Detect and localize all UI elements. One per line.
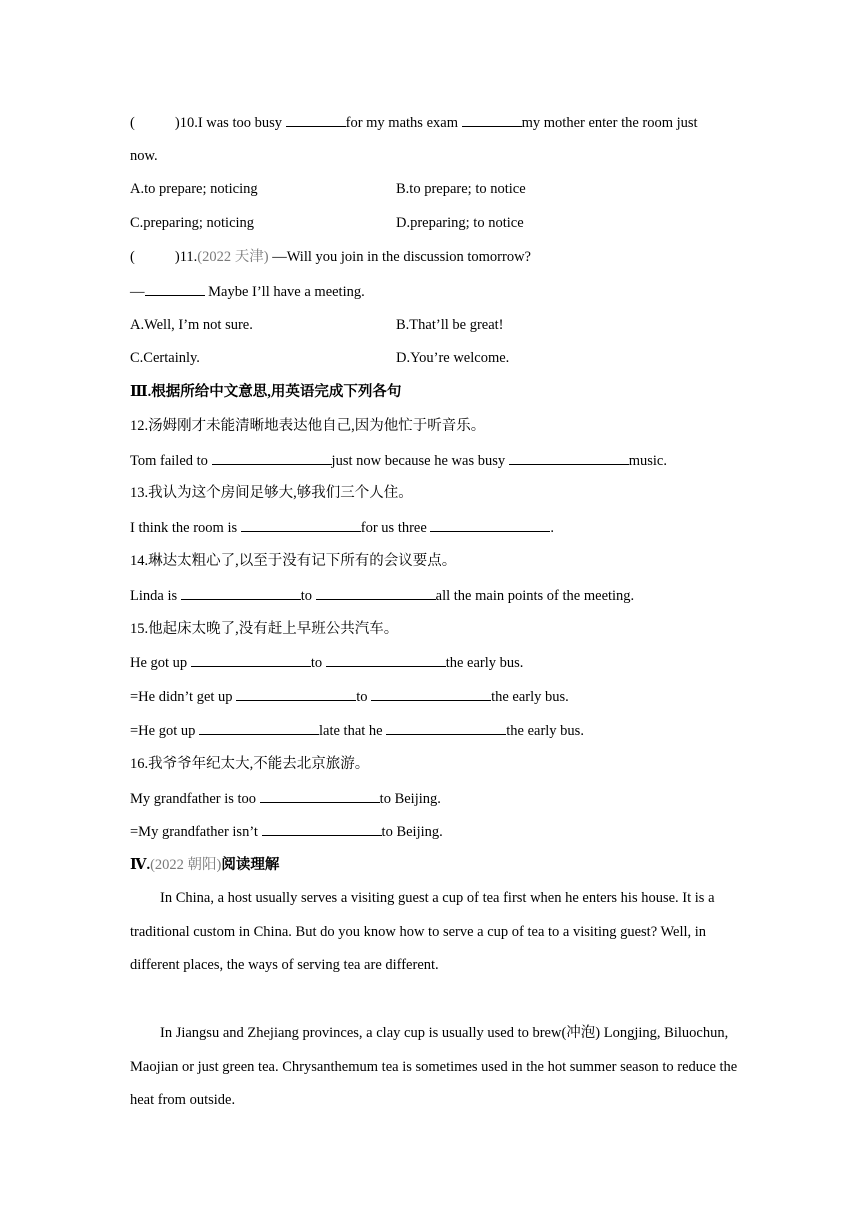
- option-a: A.Well, I’m not sure.: [130, 317, 253, 333]
- option-b: B.That’ll be great!: [396, 317, 504, 333]
- section-4-heading: [130, 855, 740, 875]
- fill-blank[interactable]: [371, 686, 491, 701]
- sentence-part: I think the room is: [130, 520, 241, 536]
- fill-blank[interactable]: [509, 450, 629, 465]
- sentence-part: music.: [628, 453, 667, 469]
- option-d: D.You’re welcome.: [396, 350, 510, 366]
- fill-blank[interactable]: [326, 652, 446, 667]
- answer-paren-close: ): [174, 115, 180, 131]
- fill-blank[interactable]: [386, 720, 506, 735]
- sentence-part: Tom failed to: [130, 453, 212, 469]
- question-13-sentence: [130, 517, 740, 538]
- fill-blank[interactable]: [462, 112, 522, 127]
- fill-blank[interactable]: [262, 821, 382, 836]
- options-row: [130, 315, 740, 335]
- question-11: [130, 247, 740, 267]
- question-12-sentence: [130, 450, 740, 471]
- section-number: Ⅳ.: [130, 857, 151, 873]
- sentence-part: the early bus.: [445, 655, 524, 671]
- sentence-part: to: [300, 588, 316, 604]
- sentence-part: .: [550, 520, 555, 536]
- fill-blank[interactable]: [286, 112, 346, 127]
- options-row: [130, 179, 740, 199]
- sentence-part: to: [310, 655, 326, 671]
- sentence-part: =He got up: [130, 723, 199, 739]
- question-16-chinese: 16.我爷爷年纪太大,不能去北京旅游。: [130, 756, 370, 772]
- question-text: for my maths exam: [345, 115, 462, 131]
- question-11-reply: [130, 281, 740, 302]
- sentence-part: to Beijing.: [379, 791, 441, 807]
- sentence-part: all the main points of the meeting.: [435, 588, 635, 604]
- reply-text: Maybe I’ll have a meeting.: [204, 284, 365, 300]
- answer-paren-open: (: [130, 249, 135, 265]
- answer-paren-close: ): [174, 249, 180, 265]
- options-row: [130, 213, 740, 233]
- fill-blank[interactable]: [316, 585, 436, 600]
- option-a: A.to prepare; noticing: [130, 181, 258, 197]
- source-tag: (2022 朝阳): [150, 857, 222, 873]
- sentence-part: =My grandfather isn’t: [130, 824, 262, 840]
- option-c: C.Certainly.: [130, 350, 200, 366]
- question-10: [130, 112, 740, 133]
- passage-paragraph-2: In Jiangsu and Zhejiang provinces, a clay cup is usually used to brew(冲泡) Longjing, Biluochun, Maojian or just green tea. Chrysanthemum tea is sometimes used in the hot summer season to reduce the heat from outside.: [130, 1025, 738, 1108]
- fill-blank[interactable]: [260, 788, 380, 803]
- question-16-sentence-2: [130, 821, 740, 842]
- fill-blank[interactable]: [181, 585, 301, 600]
- question-16-sentence-1: [130, 788, 740, 809]
- option-d: D.preparing; to notice: [396, 215, 524, 231]
- question-15-chinese: 15.他起床太晚了,没有赶上早班公共汽车。: [130, 621, 399, 637]
- fill-blank[interactable]: [191, 652, 311, 667]
- reply-dash: —: [130, 284, 145, 300]
- question-15-sentence-1: [130, 652, 740, 673]
- sentence-part: =He didn’t get up: [130, 689, 237, 705]
- question-14-chinese: 14.琳达太粗心了,以至于没有记下所有的会议要点。: [130, 553, 457, 569]
- question-12-chinese: 12.汤姆刚才未能清晰地表达他自己,因为他忙于听音乐。: [130, 418, 486, 434]
- fill-blank[interactable]: [199, 720, 319, 735]
- question-15-sentence-3: [130, 720, 740, 741]
- fill-blank[interactable]: [212, 450, 332, 465]
- source-tag: (2022 天津): [197, 249, 269, 265]
- sentence-part: He got up: [130, 655, 191, 671]
- section-3-heading: Ⅲ.根据所给中文意思,用英语完成下列各句: [130, 384, 402, 400]
- question-13-chinese: 13.我认为这个房间足够大,够我们三个人住。: [130, 485, 413, 501]
- sentence-part: to: [356, 689, 372, 705]
- sentence-part: the early bus.: [491, 689, 569, 705]
- sentence-part: for us three: [360, 520, 431, 536]
- fill-blank[interactable]: [241, 517, 361, 532]
- question-number: 10.: [179, 115, 198, 131]
- option-c: C.preparing; noticing: [130, 215, 255, 231]
- question-14-sentence: [130, 585, 740, 606]
- question-text: my mother enter the room just: [521, 115, 698, 131]
- question-text: —Will you join in the discussion tomorrow?: [268, 249, 531, 265]
- sentence-part: to Beijing.: [381, 824, 443, 840]
- sentence-part: the early bus.: [506, 723, 584, 739]
- question-text: I was too busy: [197, 115, 286, 131]
- question-10-continued: now.: [130, 148, 158, 164]
- question-number: 11.: [179, 249, 198, 265]
- options-row: [130, 348, 740, 368]
- question-15-sentence-2: [130, 686, 740, 707]
- passage-paragraph-1: In China, a host usually serves a visiting guest a cup of tea first when he enters his house. It is a traditional custom in China. But do you know how to serve a cup of tea to a visiting guest? Well, in different places, the ways of serving tea are different.: [130, 890, 715, 973]
- sentence-part: Linda is: [130, 588, 181, 604]
- fill-blank[interactable]: [145, 281, 205, 296]
- section-title: 阅读理解: [221, 857, 280, 873]
- fill-blank[interactable]: [236, 686, 356, 701]
- answer-paren-open: (: [130, 115, 135, 131]
- sentence-part: late that he: [319, 723, 387, 739]
- sentence-part: My grandfather is too: [130, 791, 260, 807]
- sentence-part: just now because he was busy: [331, 453, 509, 469]
- fill-blank[interactable]: [430, 517, 550, 532]
- option-b: B.to prepare; to notice: [396, 181, 526, 197]
